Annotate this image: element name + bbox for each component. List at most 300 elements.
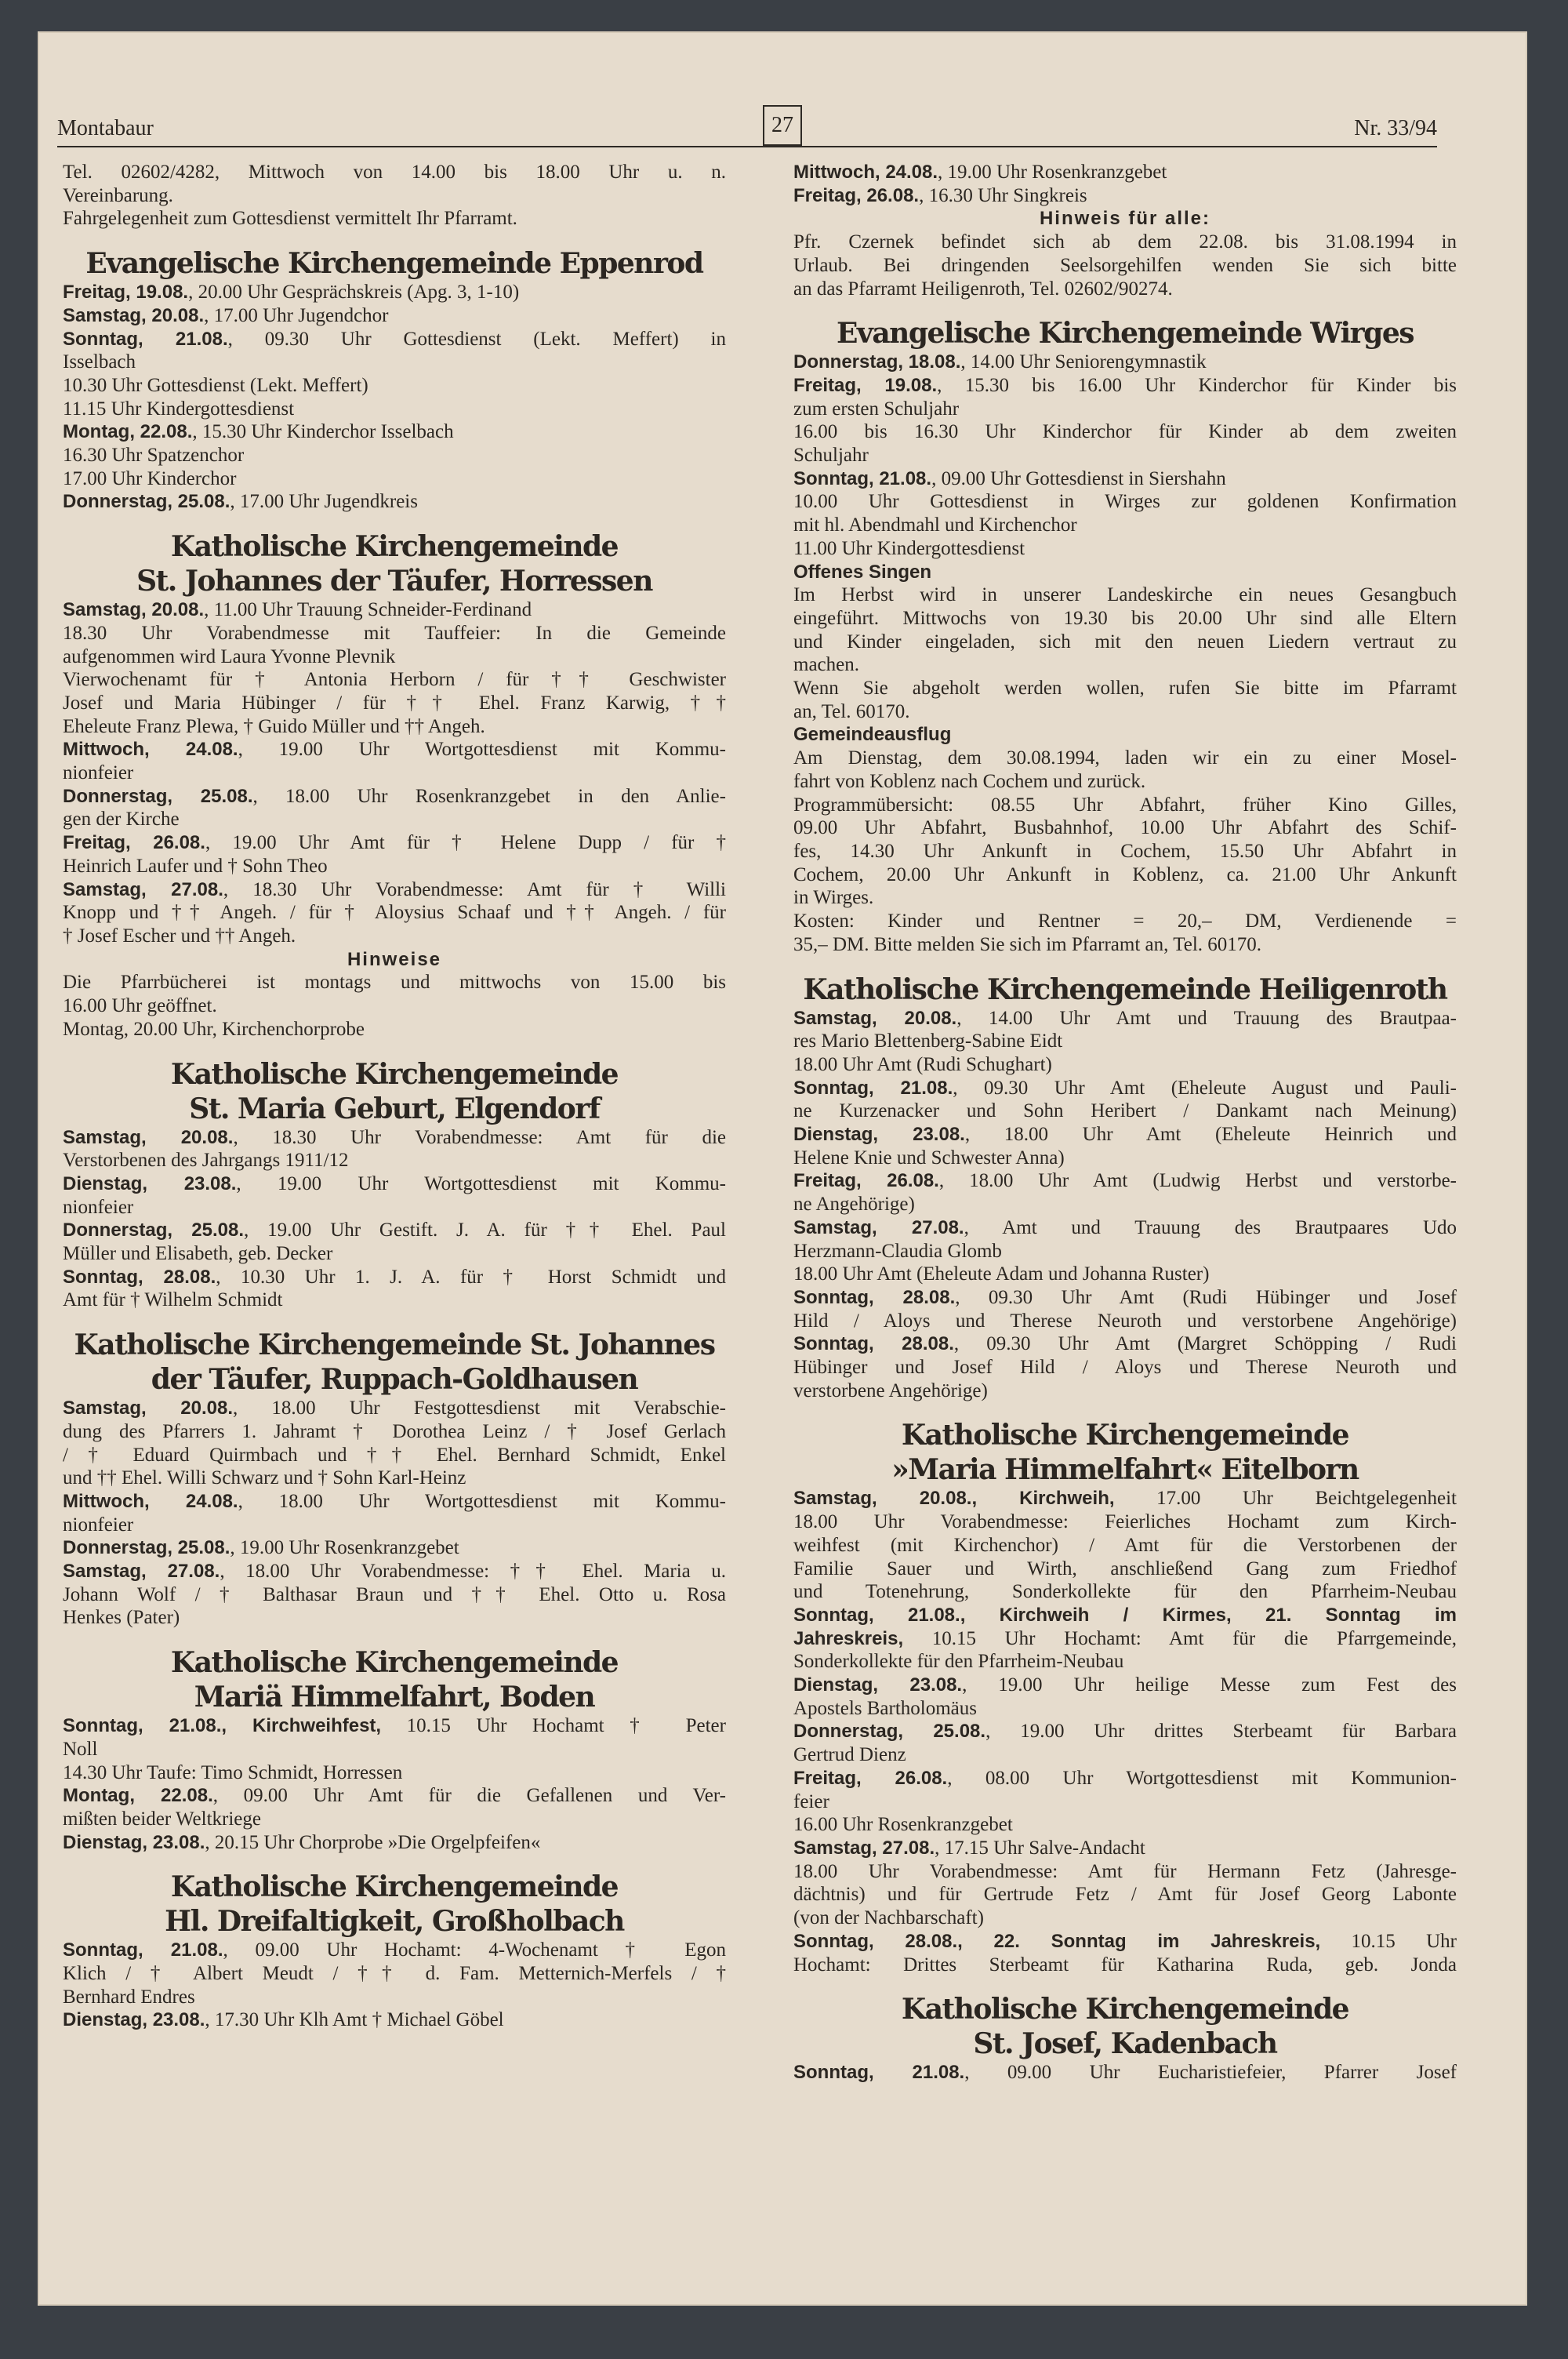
section-heading: »Maria Himmelfahrt« Eitelborn: [891, 1453, 1359, 1487]
line-text: Amt für † Wilhelm Schmidt: [63, 1289, 283, 1311]
text-line: [793, 514, 1457, 537]
line-text: Cochem, 20.00 Uhr Ankunft in Koblenz, ca. 21.00 Uhr Ankunft: [793, 863, 1457, 885]
text-line: [793, 677, 1457, 700]
text-line: [793, 1767, 1457, 1790]
section-heading: Katholische Kirchengemeinde: [170, 530, 619, 564]
text-line: [793, 1123, 1457, 1147]
line-text: dung des Pfarrers 1. Jahramt † Dorothea Leinz / † Josef Gerlach: [63, 1420, 726, 1442]
section-heading: Evangelische Kirchengemeinde Wirges: [836, 317, 1414, 351]
date-label: Sonntag, 21.08., Kirchweih / Kirmes, 21. Sonntag im: [793, 1604, 1457, 1626]
text-line: [793, 1604, 1457, 1627]
line-text: , 18.00 Uhr Amt (Eheleute Heinrich und: [964, 1124, 1457, 1146]
line-text: 11.15 Uhr Kindergottesdienst: [63, 398, 295, 420]
line-text: nionfeier: [63, 762, 134, 784]
section-heading: Mariä Himmelfahrt, Boden: [194, 1681, 595, 1714]
line-text: † Josef Escher und †† Angeh.: [63, 925, 296, 947]
text-line: [793, 816, 1457, 840]
text-line: [793, 583, 1457, 607]
date-label: Samstag, 27.08.: [63, 878, 223, 900]
text-line: [63, 831, 726, 855]
date-label: Freitag, 19.08.: [63, 282, 189, 304]
line-text: 18.00 Uhr Amt (Eheleute Adam und Johanna Ruster): [793, 1263, 1210, 1285]
date-label: Samstag, 27.08.: [63, 1561, 220, 1583]
text-line: [793, 794, 1457, 817]
line-text: und Totenehrung, Sonderkollekte für den Pfarrheim-Neubau: [793, 1581, 1457, 1603]
text-line: [63, 715, 726, 739]
text-line: [63, 738, 726, 761]
date-label: Freitag, 26.08.: [793, 184, 920, 206]
line-text: 10.15 Uhr: [1320, 1930, 1457, 1952]
date-label: Dienstag, 23.08.: [63, 2009, 205, 2031]
date-label: Samstag, 20.08.: [63, 304, 205, 326]
section-spacer: [63, 514, 726, 529]
line-text: 10.15 Uhr Hochamt: Amt für die Pfarrgemeinde,: [903, 1627, 1457, 1649]
line-text: Vereinbarung.: [63, 184, 173, 206]
date-label: Samstag, 20.08.: [63, 599, 205, 621]
line-text: an das Pfarramt Heiligenroth, Tel. 02602/90274.: [793, 278, 1173, 300]
date-label: Sonntag, 21.08.: [793, 2062, 965, 2084]
text-line: [793, 653, 1457, 677]
text-line: [793, 1720, 1457, 1743]
line-text: , 09.30 Uhr Gottesdienst (Lekt. Meffert) in: [227, 328, 726, 350]
date-label: Freitag, 26.08.: [63, 832, 205, 854]
text-line: [63, 598, 726, 622]
section-heading: Katholische Kirchengemeinde St. Johannes: [74, 1329, 715, 1362]
text-line: [63, 1831, 726, 1855]
text-line: [793, 631, 1457, 654]
line-text: 16.00 bis 16.30 Uhr Kinderchor für Kinder ab dem zweiten: [793, 421, 1457, 443]
text-line: [793, 840, 1457, 863]
date-label: Samstag, 20.08.: [793, 1007, 957, 1029]
line-text: , 09.00 Uhr Gottesdienst in Siershahn: [931, 467, 1226, 489]
line-text: , 18.30 Uhr Vorabendmesse: Amt für † Willi: [223, 878, 726, 900]
text-line: [63, 328, 726, 351]
line-text: feier: [793, 1790, 829, 1812]
text-line: [793, 374, 1457, 398]
line-text: , 17.00 Uhr Jugendchor: [204, 304, 389, 326]
text-line: [793, 1813, 1457, 1837]
line-text: Apostels Bartholomäus: [793, 1697, 978, 1719]
date-label: Donnerstag, 18.08.: [793, 351, 961, 373]
text-line: [63, 1490, 726, 1514]
date-label: Mittwoch, 24.08.: [63, 739, 238, 761]
line-text: , 17.30 Uhr Klh Amt † Michael Göbel: [205, 2009, 504, 2031]
text-line: [793, 467, 1457, 491]
text-line: [793, 910, 1457, 933]
text-line: [63, 878, 726, 902]
date-label: Montag, 22.08.: [63, 1785, 213, 1807]
text-line: [63, 971, 726, 994]
line-text: 18.00 Uhr Amt (Rudi Schughart): [793, 1053, 1052, 1075]
line-text: Hübinger und Josef Hild / Aloys und Therese Neuroth und: [793, 1357, 1457, 1379]
date-label: Mittwoch, 24.08.: [63, 1490, 238, 1512]
text-line: [63, 925, 726, 948]
line-text: Die Pfarrbücherei ist montags und mittwochs von 15.00 bis: [63, 972, 726, 994]
line-text: Helene Knie und Schwester Anna): [793, 1147, 1065, 1169]
line-text: gen der Kirche: [63, 809, 180, 831]
text-line: [63, 2008, 726, 2032]
text-line: [793, 1147, 1457, 1170]
section-heading: St. Maria Geburt, Elgendorf: [189, 1092, 600, 1125]
text-line: [793, 2061, 1457, 2085]
line-text: Sonderkollekte für den Pfarrheim-Neubau: [793, 1651, 1124, 1673]
line-text: , 19.00 Uhr drittes Sterbeamt für Barbara: [985, 1721, 1457, 1743]
text-line: [63, 1986, 726, 2009]
text-line: [63, 304, 726, 328]
text-line: [793, 1790, 1457, 1814]
right-column: [793, 161, 1457, 2085]
section-heading: Hl. Dreifaltigkeit, Großholbach: [165, 1905, 624, 1939]
date-label: Donnerstag, 25.08.: [63, 785, 253, 807]
line-text: , 14.00 Uhr Seniorengymnastik: [960, 351, 1207, 373]
text-line: [63, 785, 726, 809]
date-label: Sonntag, 21.08.: [793, 1077, 953, 1099]
text-line: [63, 808, 726, 831]
line-text: , 18.00 Uhr Vorabendmesse: †† Ehel. Maria u.: [220, 1561, 726, 1583]
date-label: Sonntag, 28.08.: [793, 1286, 956, 1308]
text-line: [63, 1172, 726, 1196]
section-heading: Evangelische Kirchengemeinde Eppenrod: [85, 247, 703, 281]
text-line: [793, 561, 1457, 584]
line-text: Urlaub. Bei dringenden Seelsorgehilfen wenden Sie sich bitte: [793, 254, 1457, 276]
text-line: [63, 1266, 726, 1289]
section-spacer: [63, 1854, 726, 1870]
line-text: Hild / Aloys und Therese Neuroth und verstorbene Angehörige): [793, 1310, 1457, 1332]
line-text: nionfeier: [63, 1196, 134, 1218]
text-line: [793, 1627, 1457, 1651]
line-text: , 09.00 Uhr Amt für die Gefallenen und Ver-: [212, 1785, 726, 1807]
text-line: [63, 761, 726, 785]
text-line: [63, 420, 726, 444]
line-text: Bernhard Endres: [63, 1986, 195, 2008]
line-text: , 18.30 Uhr Vorabendmesse: Amt für die: [233, 1126, 726, 1148]
line-text: , 20.15 Uhr Chorprobe »Die Orgelpfeifen«: [205, 1831, 541, 1853]
line-text: (von der Nachbarschaft): [793, 1907, 984, 1929]
text-line: [793, 161, 1457, 184]
text-line: [793, 863, 1457, 887]
text-line: [63, 1018, 726, 1041]
text-line: [63, 161, 726, 184]
text-line: [63, 490, 726, 514]
text-line: [63, 1939, 726, 1962]
line-text: Hochamt: Drittes Sterbeamt für Katharina Ruda, geb. Jonda: [793, 1954, 1457, 1976]
text-line: [63, 1606, 726, 1630]
text-line: [793, 1837, 1457, 1860]
date-label: Samstag, 27.08.: [793, 1216, 964, 1238]
line-text: , 09.30 Uhr Amt (Margret Schöpping / Rudi: [953, 1333, 1457, 1355]
line-text: , 18.00 Uhr Amt (Ludwig Herbst und verstorbe-: [938, 1170, 1457, 1192]
text-line: [793, 1216, 1457, 1240]
date-label: Montag, 22.08.: [63, 421, 193, 443]
line-text: und †† Ehel. Willi Schwarz und † Sohn Karl-Heinz: [63, 1467, 466, 1489]
text-line: [63, 1397, 726, 1420]
line-text: Josef und Maria Hübinger / für †† Ehel. Franz Karwig, ††: [63, 692, 726, 714]
sub-heading: Hinweise: [347, 948, 442, 970]
text-line: [793, 184, 1457, 208]
text-line: [793, 444, 1457, 467]
line-text: , Amt und Trauung des Brautpaares Udo: [964, 1216, 1457, 1238]
line-text: zum ersten Schuljahr: [793, 398, 960, 420]
line-text: , 19.00 Uhr Gestift. J. A. für †† Ehel. Paul: [244, 1219, 726, 1241]
text-line: [793, 1030, 1457, 1053]
section-spacer: [793, 1976, 1457, 1992]
text-line: [63, 1196, 726, 1219]
line-text: fahrt von Koblenz nach Cochem und zurück.: [793, 770, 1146, 792]
line-text: , 11.00 Uhr Trauung Schneider-Ferdinand: [204, 599, 532, 621]
line-text: Familie Sauer und Wirth, anschließend Gang zum Friedhof: [793, 1558, 1457, 1579]
line-text: 14.30 Uhr Taufe: Timo Schmidt, Horressen: [63, 1761, 403, 1783]
text-line: [793, 607, 1457, 631]
text-line: [793, 231, 1457, 254]
text-line: [793, 933, 1457, 957]
text-line: [793, 747, 1457, 770]
header-place: Montabaur: [57, 116, 154, 140]
line-text: Heinrich Laufer und † Sohn Theo: [63, 855, 328, 877]
text-line: [63, 1126, 726, 1150]
line-text: , 19.00 Uhr Wortgottesdienst mit Kommu-: [238, 739, 726, 761]
line-text: verstorbene Angehörige): [793, 1379, 988, 1401]
text-line: [793, 700, 1457, 724]
line-text: , 19.00 Uhr heilige Messe zum Fest des: [962, 1674, 1457, 1696]
line-text: Verstorbenen des Jahrgangs 1911/12: [63, 1150, 349, 1172]
date-label: Donnerstag, 25.08.: [63, 1219, 245, 1241]
date-label: Dienstag, 23.08.: [63, 1172, 237, 1194]
line-text: Fahrgelegenheit zum Gottesdienst vermittelt Ihr Pfarramt.: [63, 208, 517, 230]
date-label: Offenes Singen: [793, 561, 932, 583]
line-text: res Mario Blettenberg-Sabine Eidt: [793, 1030, 1063, 1052]
line-text: , 19.00 Uhr Rosenkranzgebet: [230, 1537, 459, 1559]
text-line: [793, 1286, 1457, 1310]
section-spacer: [793, 957, 1457, 972]
line-text: mit hl. Abendmahl und Kirchenchor: [793, 514, 1077, 536]
line-text: Tel. 02602/4282, Mittwoch von 14.00 bis 18.00 Uhr u. n.: [63, 162, 726, 183]
date-label: Sonntag, 21.08.: [63, 1939, 223, 1961]
date-label: Sonntag, 28.08.: [793, 1333, 954, 1355]
date-label: Jahreskreis,: [793, 1627, 904, 1649]
text-line: [793, 1193, 1457, 1216]
text-line: [793, 1100, 1457, 1123]
line-text: 09.00 Uhr Abfahrt, Busbahnhof, 10.00 Uhr Abfahrt des Schif-: [793, 817, 1457, 839]
line-text: an, Tel. 60170.: [793, 700, 910, 722]
line-text: 10.00 Uhr Gottesdienst in Wirges zur goldenen Konfirmation: [793, 491, 1457, 513]
line-text: in Wirges.: [793, 887, 874, 909]
text-line: [793, 1697, 1457, 1721]
line-text: Herzmann-Claudia Glomb: [793, 1240, 1002, 1262]
line-text: , 15.30 bis 16.00 Uhr Kinderchor für Kinder bis: [937, 374, 1457, 396]
line-text: Müller und Elisabeth, geb. Decker: [63, 1243, 333, 1265]
line-text: Schuljahr: [793, 445, 869, 467]
line-text: , 18.00 Uhr Rosenkranzgebet in den Anlie-: [252, 785, 726, 807]
line-text: und Kinder eingeladen, sich mit den neuen Liedern vertraut zu: [793, 631, 1457, 652]
line-text: Wenn Sie abgeholt werden wollen, rufen Sie bitte im Pfarramt: [793, 678, 1457, 700]
date-label: Sonntag, 28.08., 22. Sonntag im Jahreskreis,: [793, 1930, 1321, 1952]
line-text: Pfr. Czernek befindet sich ab dem 22.08. bis 31.08.1994 in: [793, 231, 1457, 253]
text-line: [63, 207, 726, 231]
section-heading: St. Josef, Kadenbach: [973, 2027, 1277, 2061]
text-line: [793, 1240, 1457, 1263]
line-text: Im Herbst wird in unserer Landeskirche ein neues Gesangbuch: [793, 584, 1457, 606]
line-text: ne Angehörige): [793, 1194, 915, 1216]
line-text: 17.00 Uhr Beichtgelegenheit: [1114, 1488, 1457, 1510]
line-text: , 19.00 Uhr Wortgottesdienst mit Kommu-: [236, 1172, 726, 1194]
line-text: 10.30 Uhr Gottesdienst (Lekt. Meffert): [63, 374, 368, 396]
line-text: Henkes (Pater): [63, 1607, 180, 1629]
date-label: Freitag, 26.08.: [793, 1170, 939, 1192]
text-line: [63, 1536, 726, 1560]
text-line: [63, 1714, 726, 1738]
text-line: [793, 278, 1457, 301]
line-text: , 18.00 Uhr Festgottesdienst mit Verabschie-: [232, 1398, 726, 1419]
text-line: [793, 1053, 1457, 1077]
text-line: [63, 1444, 726, 1467]
text-line: [793, 351, 1457, 374]
section-spacer: [63, 1630, 726, 1645]
date-label: Freitag, 26.08.: [793, 1767, 948, 1789]
line-text: 16.30 Uhr Spatzenchor: [63, 445, 245, 467]
text-line: [63, 1738, 726, 1761]
text-line: [63, 374, 726, 398]
line-text: 35,– DM. Bitte melden Sie sich im Pfarramt an, Tel. 60170.: [793, 933, 1262, 955]
line-text: Klich / † Albert Meudt / †† d. Fam. Metternich-Merfels / †: [63, 1963, 726, 1985]
line-text: eingeführt. Mittwochs von 19.30 bis 20.00 Uhr sind alle Eltern: [793, 607, 1457, 629]
line-text: Kosten: Kinder und Rentner = 20,– DM, Verdienende =: [793, 911, 1457, 932]
text-line: [793, 1580, 1457, 1604]
line-text: 18.00 Uhr Vorabendmesse: Amt für Hermann Fetz (Jahresge-: [793, 1860, 1457, 1882]
date-label: Samstag, 20.08.: [63, 1398, 233, 1419]
text-line: [793, 1077, 1457, 1100]
text-line: [63, 1761, 726, 1785]
text-line: [63, 1420, 726, 1444]
line-text: 16.00 Uhr geöffnet.: [63, 995, 217, 1017]
text-line: [63, 668, 726, 692]
text-line: [793, 723, 1457, 747]
text-line: [63, 1784, 726, 1808]
line-text: Vierwochenamt für † Antonia Herborn / für †† Geschwister: [63, 669, 726, 691]
section-spacer: [63, 1312, 726, 1328]
text-line: [63, 398, 726, 421]
line-text: Am Dienstag, dem 30.08.1994, laden wir ein zu einer Mosel-: [793, 747, 1457, 769]
text-line: [793, 1379, 1457, 1403]
text-line: [793, 254, 1457, 278]
text-line: [793, 1883, 1457, 1906]
section-spacer: [793, 300, 1457, 316]
section-spacer: [793, 1402, 1457, 1418]
text-line: [793, 1310, 1457, 1333]
text-line: [793, 1930, 1457, 1954]
line-text: , 16.30 Uhr Singkreis: [919, 184, 1087, 206]
text-line: [793, 770, 1457, 794]
text-line: [793, 1650, 1457, 1674]
date-label: Sonntag, 28.08.: [63, 1266, 216, 1288]
text-line: [63, 1962, 726, 1986]
text-line: [63, 1219, 726, 1242]
line-text: , 18.00 Uhr Wortgottesdienst mit Kommu-: [238, 1490, 726, 1512]
text-line: [63, 622, 726, 645]
date-label: Dienstag, 23.08.: [793, 1674, 963, 1696]
line-text: , 14.00 Uhr Amt und Trauung des Brautpaa-: [956, 1007, 1457, 1029]
text-line: [63, 1289, 726, 1312]
line-text: , 08.00 Uhr Wortgottesdienst mit Kommunion-: [947, 1767, 1457, 1789]
issue-number: Nr. 33/94: [1354, 116, 1437, 140]
text-line: [793, 1487, 1457, 1510]
line-text: dächtnis) und für Gertrude Fetz / Amt für Josef Georg Labonte: [793, 1884, 1457, 1906]
line-text: , 15.30 Uhr Kinderchor Isselbach: [192, 421, 454, 443]
line-text: ne Kurzenacker und Sohn Heribert / Dankamt nach Meinung): [793, 1100, 1457, 1122]
line-text: 10.15 Uhr Hochamt † Peter: [381, 1715, 726, 1737]
line-text: , 09.00 Uhr Eucharistiefeier, Pfarrer Josef: [964, 2062, 1457, 2084]
text-line: [63, 1583, 726, 1607]
line-text: weihfest (mit Kirchenchor) / Amt für die Verstorbenen der: [793, 1534, 1457, 1556]
line-text: Knopp und †† Angeh. / für † Aloysius Schaaf und †† Angeh. / für: [63, 902, 726, 924]
date-label: Donnerstag, 25.08.: [63, 491, 230, 513]
page-header: [57, 100, 1437, 147]
line-text: , 09.00 Uhr Hochamt: 4-Wochenamt † Egon: [223, 1939, 726, 1961]
section-heading: Katholische Kirchengemeinde: [901, 1993, 1349, 2026]
date-label: Sonntag, 21.08.: [793, 467, 932, 489]
section-heading: Katholische Kirchengemeinde: [170, 1646, 619, 1680]
text-line: [793, 537, 1457, 561]
line-text: , 17.15 Uhr Salve-Andacht: [935, 1837, 1145, 1859]
line-text: , 19.00 Uhr Rosenkranzgebet: [938, 162, 1167, 183]
text-line: [793, 886, 1457, 910]
line-text: 11.00 Uhr Kindergottesdienst: [793, 537, 1025, 559]
line-text: , 20.00 Uhr Gesprächskreis (Apg. 3, 1-10): [188, 282, 520, 304]
line-text: fes, 14.30 Uhr Ankunft in Cochem, 15.50 Uhr Abfahrt in: [793, 840, 1457, 862]
text-line: [793, 1534, 1457, 1558]
date-label: Dienstag, 23.08.: [63, 1831, 205, 1853]
sub-heading: Hinweis für alle:: [1039, 208, 1211, 230]
text-line: [793, 1169, 1457, 1193]
date-label: Sonntag, 21.08., Kirchweihfest,: [63, 1715, 382, 1737]
date-label: Donnerstag, 25.08.: [793, 1721, 986, 1743]
text-line: [63, 184, 726, 208]
text-line: [793, 1356, 1457, 1379]
section-heading: Katholische Kirchengemeinde Heiligenroth: [803, 972, 1447, 1006]
text-line: [793, 1263, 1457, 1286]
line-text: Johann Wolf / † Balthasar Braun und †† Ehel. Otto u. Rosa: [63, 1583, 726, 1605]
text-line: [793, 1332, 1457, 1356]
text-line: [63, 645, 726, 669]
line-text: , 19.00 Uhr Amt für † Helene Dupp / für †: [205, 832, 726, 854]
text-line: [793, 1954, 1457, 1977]
text-line: [793, 1510, 1457, 1534]
text-line: [793, 490, 1457, 514]
text-line: [63, 444, 726, 467]
date-label: Freitag, 19.08.: [793, 374, 938, 396]
line-text: Programmübersicht: 08.55 Uhr Abfahrt, früher Kino Gilles,: [793, 794, 1457, 816]
line-text: 16.00 Uhr Rosenkranzgebet: [793, 1814, 1013, 1836]
date-label: Samstag, 27.08.: [793, 1837, 935, 1859]
section-heading: Katholische Kirchengemeinde: [170, 1057, 619, 1091]
line-text: Eheleute Franz Plewa, † Guido Müller und †† Angeh.: [63, 715, 485, 737]
line-text: Montag, 20.00 Uhr, Kirchenchorprobe: [63, 1018, 365, 1040]
line-text: machen.: [793, 654, 859, 676]
section-heading: Katholische Kirchengemeinde: [901, 1419, 1349, 1452]
date-label: Gemeindeausflug: [793, 724, 952, 746]
date-label: Samstag, 20.08., Kirchweih,: [793, 1488, 1115, 1510]
line-text: , 09.30 Uhr Amt (Rudi Hübinger und Josef: [955, 1286, 1457, 1308]
line-text: 18.30 Uhr Vorabendmesse mit Tauffeier: In die Gemeinde: [63, 622, 726, 644]
date-label: Dienstag, 23.08.: [793, 1124, 965, 1146]
text-line: [63, 1242, 726, 1266]
text-line: [63, 692, 726, 715]
line-text: mißten beider Weltkriege: [63, 1808, 261, 1830]
text-line: [793, 398, 1457, 421]
text-line: [63, 855, 726, 878]
line-text: , 09.30 Uhr Amt (Eheleute August und Pauli-: [953, 1077, 1457, 1099]
line-text: 17.00 Uhr Kinderchor: [63, 467, 237, 489]
line-text: Noll: [63, 1738, 98, 1760]
